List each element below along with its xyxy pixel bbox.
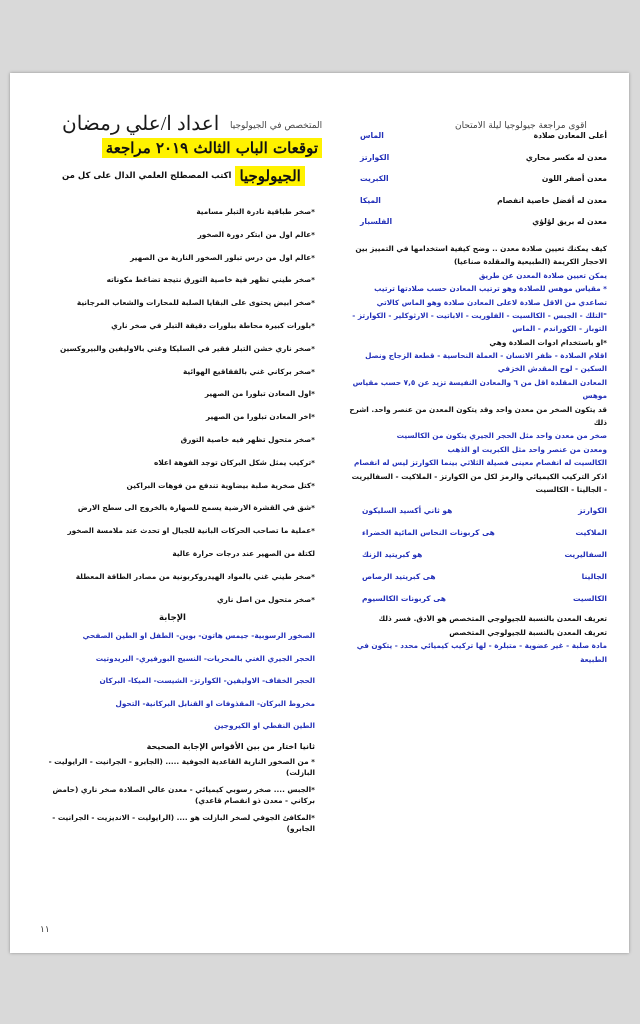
pair-row: الملاكيت هى كربونات النحاس المائية الخضراء — [362, 527, 607, 537]
answer-line: الحجر الخفاف- الاوليفين- الكوارتز- الشيست- الميكا- البركان — [99, 676, 315, 686]
specialist-note: المتخصص في الجيولوجيا — [230, 121, 323, 131]
question-item: *صخر متحول تظهر فيه خاصية التورق — [180, 434, 315, 444]
text-line: أذكر التركيب الكيميائي والرمز لكل من الكوارتز - الملاكيت - السفاليريت — [351, 472, 607, 481]
text-line: الطبيعة — [580, 655, 607, 664]
qa-row: معدن له أفضل خاصية انفصام الميكا — [360, 195, 607, 205]
question-item: *اخر المعادن تبلورا من الصهير — [205, 412, 315, 422]
page-title — [62, 138, 322, 186]
question-item: *تركيب يمثل شكل البركان توجد الفوهة اعلاه — [154, 457, 315, 467]
question-item: *صخر طباقية نادرة التبلر مسامية — [196, 207, 315, 216]
question-item: *بلورات كبيرة محاطة ببلورات دقيقة التبلر في صخر ناري — [111, 320, 315, 330]
text-line: موهس — [582, 392, 607, 401]
question-list — [30, 201, 315, 611]
question-item: *عملية ما تصاحب الحركات البانية للجبال او تحدث عند ملامسة الصخور — [67, 526, 315, 536]
text-line: صخر من معدن واحد مثل الحجر الجيري يتكون من الكالسيت — [396, 432, 607, 441]
answers-heading: الإجابة — [159, 613, 186, 624]
formula-pairs — [322, 499, 607, 609]
page-number: ١١ — [40, 925, 50, 935]
document-page — [10, 73, 629, 953]
text-line: - الجالينا - الكالسيت — [535, 486, 607, 494]
text-line: ومعدن من عنصر واحد مثل الكبريت او الذهب — [447, 445, 607, 454]
text-line: اقلام الصلادة - ظفر الانسان - العملة النحاسية - قطعة الزجاج ونصل — [365, 352, 607, 361]
question-item: *عالم اول من درس تبلور الصخور النارية من الصهير — [130, 252, 315, 262]
mcq-item: *الجبس .... صخر رسوبي كيميائي - معدن عالي الصلادة صخر ناري (حامض بركاني - معدن ذو انفصام قاعدي) — [52, 784, 315, 805]
question-item: *صخر طيني تظهر فية خاصية التورق نتيجة تضاغط مكوناته — [106, 275, 315, 285]
right-column — [322, 131, 607, 669]
text-line: المعادن المقلدة اقل من ٦ والمعادن النفيسة تزيد عن ٧,٥ حسب مقياس — [352, 378, 607, 387]
text-line: يمكن تعيين صلادة المعدن عن طريق — [478, 271, 607, 280]
pair-row: الكوارتز هو ثاني أكسيد السليكون — [362, 505, 607, 515]
question-item: *صخر متحول من اصل ناري — [216, 594, 315, 604]
text-line: ذلك — [593, 419, 607, 428]
question-item: *اول المعادن تبلورا من الصهير — [204, 389, 315, 399]
text-line: مادة صلبة - غير عضوية - متبلرة - لها تركيب كيميائي محدد - يتكون في — [356, 642, 607, 651]
text-line: تصاعدي من الاقل صلادة لاعلى المعادن صلادة وهو الماس كالاتي — [376, 298, 607, 307]
answers-list — [30, 625, 315, 738]
question-item: لكتلة من الصهير عند درجات حرارة عالية — [172, 548, 315, 558]
qa-row: معدن له بريق لؤلؤي الفلسبار — [360, 217, 607, 227]
text-block-2 — [322, 615, 607, 664]
qa-row: أعلى المعادن صلادة الماس — [360, 131, 607, 140]
pair-row: الكالسيت هى كربونات الكالسيوم — [362, 593, 607, 603]
answer-line: مخروط البركان- المقذوفات او القنابل البركانية- التحول — [115, 698, 315, 708]
text-line: قد يتكون الصخر من معدن واحد وقد يتكون المعدن من عنصر واحد. اشرح — [349, 405, 607, 414]
left-column — [30, 201, 315, 840]
qa-row: معدن له مكسر محاري الكوارتز — [360, 152, 607, 162]
answer-line: الصخور الرسوبية- جيمس هاتون- بوين- الطفل او الطين الصفحي — [82, 631, 315, 641]
text-line: تعريف المعدن بالنسبة للجيولوجي المتخصص — [449, 628, 607, 637]
answer-line: الطين النفطي او الكيروجين — [214, 721, 315, 731]
review-note: اقوى مراجعة جيولوجيا ليلة الامتحان — [455, 121, 587, 131]
text-line: تعريف المعدن بالنسبة للجيولوجي المتخصص هو الأدق. فسر ذلك — [378, 615, 607, 624]
qa-row: معدن أصفر اللون الكبريت — [360, 174, 607, 184]
text-block-1 — [322, 245, 607, 494]
title-line2: الجيولوجيا — [235, 166, 304, 186]
question-item: *صخر بركاني غني بالفقاقيع الهوائية — [182, 366, 315, 376]
pair-row: السفاليريت هو كبريتيد الزنك — [362, 549, 607, 559]
question-item: *كتل صخرية صلبة بيضاوية تندفع من فوهات البراكين — [126, 480, 315, 490]
text-line: *او باستخدام ادوات الصلادة وهي — [489, 338, 607, 347]
qa-list — [322, 131, 607, 239]
author-name: اعداد ا/علي رمضان — [62, 113, 220, 135]
text-line: الكالسيت له انفصام معينى فصيلة الثلاثي بينما الكوارتز ليس له انفصام — [354, 459, 607, 468]
text-line: السكين - لوح المقدش الخزفي — [497, 365, 607, 374]
text-line: الاحجار الكريمة (الطبيعية والمقلدة صناعيا) — [453, 258, 607, 267]
mcq-item: *المكافئ الجوفي لصخر البازلت هو .... (الرايوليت - الانديزيت - الجرانيت - الجابرو) — [52, 812, 315, 833]
question-item: *عالم اول من ابتكر دورة الصخور — [197, 229, 315, 239]
text-line: "التلك - الجبس - الكالسيت - الفلوريت - الاباتيت - الارثوكلير - الكوارتز - — [352, 311, 607, 320]
title-line1: توقعات الباب الثالث ٢٠١٩ مراجعة — [102, 138, 322, 158]
section-2-heading: ثانيا اختار من بين الأقواس الإجابة الصحيحة — [146, 741, 315, 751]
question-item: *صخر طيني غني بالمواد الهيدروكربونية من مصادر الطاقة المعطلة — [75, 571, 315, 581]
text-line: كيف يمكنك تعيين صلادة معدن .. وضح كيفية استخدامها في التمييز بين — [355, 244, 607, 253]
pair-row: الجالينا هى كبريتيد الرصاص — [362, 571, 607, 581]
text-line: * مقياس موهس للصلادة وهو ترتيب المعادن حسب صلادتها ترتيب — [374, 285, 607, 294]
question-item: *صخر ناري خشن التبلر فقير في السليكا وغني بالاوليفين والبيروكسين — [59, 343, 315, 353]
question-item: *صخر ابيض يحتوى على البقايا الصلبة للمحارات والشعاب المرجانية — [76, 298, 315, 308]
mcq-item: * من الصخور النارية القاعدية الجوفية ..... (الجابرو - الجرانيت - الرايوليت - البازلت) — [48, 756, 315, 777]
instruction: اكتب المصطلح العلمي الدال على كل من — [62, 171, 232, 181]
question-item: *شق في القشرة الارضية يسمح للصهارة بالخروج الى سطح الارض — [77, 503, 315, 513]
answer-line: الحجر الجيري الغني بالمحريات- النسيج البورفيري- البريدوتيت — [95, 653, 315, 663]
text-line: التوباز - الكوراندم - الماس — [512, 325, 607, 334]
